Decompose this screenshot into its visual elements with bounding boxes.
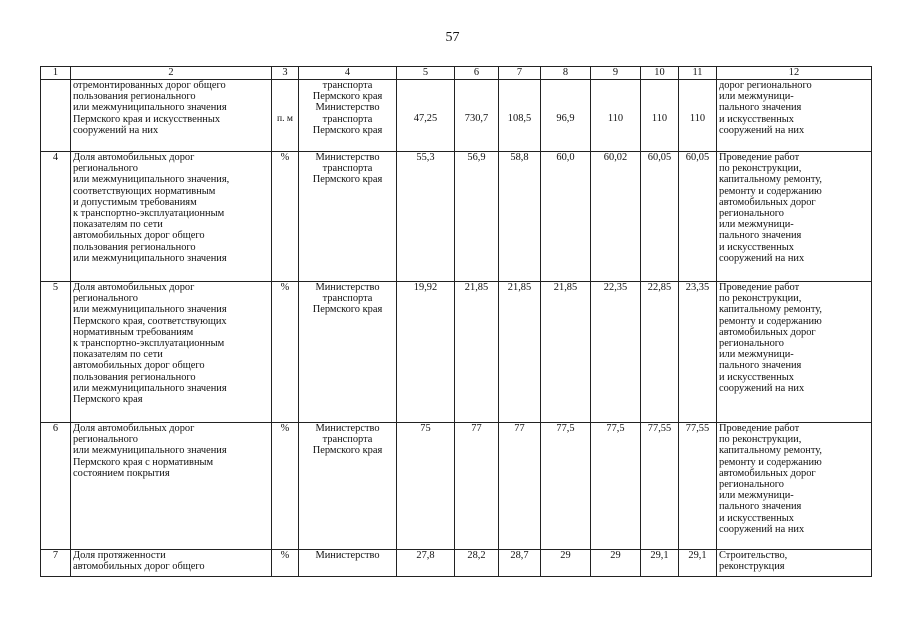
measures-cell: дорог регионального или межмуници- пального значения и искусственных сооружений на них [717, 80, 872, 152]
indicator-name: отремонтированных дорог общего пользования регионального или межмуниципального значения Пермского края и искусственных сооружений на них [71, 80, 272, 152]
value-cell: 29,1 [679, 550, 717, 577]
row-number: 5 [41, 282, 71, 423]
value-cell: 56,9 [455, 152, 499, 282]
value-cell: 110 [679, 80, 717, 152]
column-number-row [41, 67, 872, 80]
column-number: 7 [499, 67, 541, 80]
unit-cell: п. м [272, 80, 299, 152]
column-number: 10 [641, 67, 679, 80]
value-cell: 19,92 [397, 282, 455, 423]
column-number: 5 [397, 67, 455, 80]
indicator-name: Доля автомобильных дорог регионального или межмуниципального значения Пермского края с нормативным состоянием покрытия [71, 423, 272, 550]
value-cell: 108,5 [499, 80, 541, 152]
value-cell: 730,7 [455, 80, 499, 152]
value-cell: 29,1 [641, 550, 679, 577]
value-cell: 96,9 [541, 80, 591, 152]
value-cell: 77 [455, 423, 499, 550]
indicator-name: Доля автомобильных дорог регионального или межмуниципального значения, соответствующих нормативным и допустимым требованиям к транспортно-эксплуатационным показателям по сети автомобильных дорог общего пользования регионального или межмуниципального значения [71, 152, 272, 282]
unit-cell: % [272, 152, 299, 282]
column-number: 9 [591, 67, 641, 80]
value-cell: 28,2 [455, 550, 499, 577]
value-cell: 77,55 [679, 423, 717, 550]
table-row [41, 80, 872, 152]
table-row [41, 152, 872, 282]
row-number: 7 [41, 550, 71, 577]
responsible-cell: Министерство транспорта Пермского края [299, 423, 397, 550]
value-cell: 77,55 [641, 423, 679, 550]
measures-cell: Проведение работ по реконструкции, капитальному ремонту, ремонту и содержанию автомобильных дорог регионального или межмуници- пального значения и искусственных сооружений на них [717, 152, 872, 282]
value-cell: 60,05 [641, 152, 679, 282]
responsible-cell: транспорта Пермского края Министерство транспорта Пермского края [299, 80, 397, 152]
measures-cell: Проведение работ по реконструкции, капитальному ремонту, ремонту и содержанию автомобильных дорог регионального или межмуници- пального значения и искусственных сооружений на них [717, 423, 872, 550]
responsible-cell: Министерство транспорта Пермского края [299, 152, 397, 282]
value-cell: 60,02 [591, 152, 641, 282]
page-number: 57 [445, 30, 460, 45]
row-number: 6 [41, 423, 71, 550]
responsible-cell: Министерство транспорта Пермского края [299, 282, 397, 423]
indicator-name: Доля автомобильных дорог регионального или межмуниципального значения Пермского края, соответствующих нормативным требованиям к транспортно-эксплуатационным показателям по сети автомобильных дорог общего пользования регионального или межмуниципального значения Пермского края [71, 282, 272, 423]
responsible-cell: Министерство [299, 550, 397, 577]
value-cell: 75 [397, 423, 455, 550]
value-cell: 22,35 [591, 282, 641, 423]
value-cell: 60,0 [541, 152, 591, 282]
value-cell: 21,85 [499, 282, 541, 423]
column-number: 2 [71, 67, 272, 80]
column-number: 1 [41, 67, 71, 80]
row-number: 4 [41, 152, 71, 282]
value-cell: 29 [591, 550, 641, 577]
indicators-table [40, 66, 872, 577]
indicator-name: Доля протяженности автомобильных дорог общего [71, 550, 272, 577]
value-cell: 23,35 [679, 282, 717, 423]
measures-cell: Строительство, реконструкция [717, 550, 872, 577]
value-cell: 22,85 [641, 282, 679, 423]
unit-cell: % [272, 282, 299, 423]
column-number: 4 [299, 67, 397, 80]
column-number: 11 [679, 67, 717, 80]
value-cell: 77 [499, 423, 541, 550]
column-number: 8 [541, 67, 591, 80]
row-number [41, 80, 71, 152]
value-cell: 77,5 [591, 423, 641, 550]
value-cell: 77,5 [541, 423, 591, 550]
value-cell: 21,85 [455, 282, 499, 423]
measures-cell: Проведение работ по реконструкции, капитальному ремонту, ремонту и содержанию автомобильных дорог регионального или межмуници- пального значения и искусственных сооружений на них [717, 282, 872, 423]
column-number: 3 [272, 67, 299, 80]
value-cell: 60,05 [679, 152, 717, 282]
unit-cell: % [272, 550, 299, 577]
unit-cell: % [272, 423, 299, 550]
table-row [41, 282, 872, 423]
table-row [41, 423, 872, 550]
value-cell: 110 [641, 80, 679, 152]
value-cell: 21,85 [541, 282, 591, 423]
column-number: 6 [455, 67, 499, 80]
value-cell: 27,8 [397, 550, 455, 577]
value-cell: 28,7 [499, 550, 541, 577]
column-number: 12 [717, 67, 872, 80]
table-row [41, 550, 872, 577]
value-cell: 58,8 [499, 152, 541, 282]
value-cell: 47,25 [397, 80, 455, 152]
value-cell: 55,3 [397, 152, 455, 282]
value-cell: 29 [541, 550, 591, 577]
value-cell: 110 [591, 80, 641, 152]
